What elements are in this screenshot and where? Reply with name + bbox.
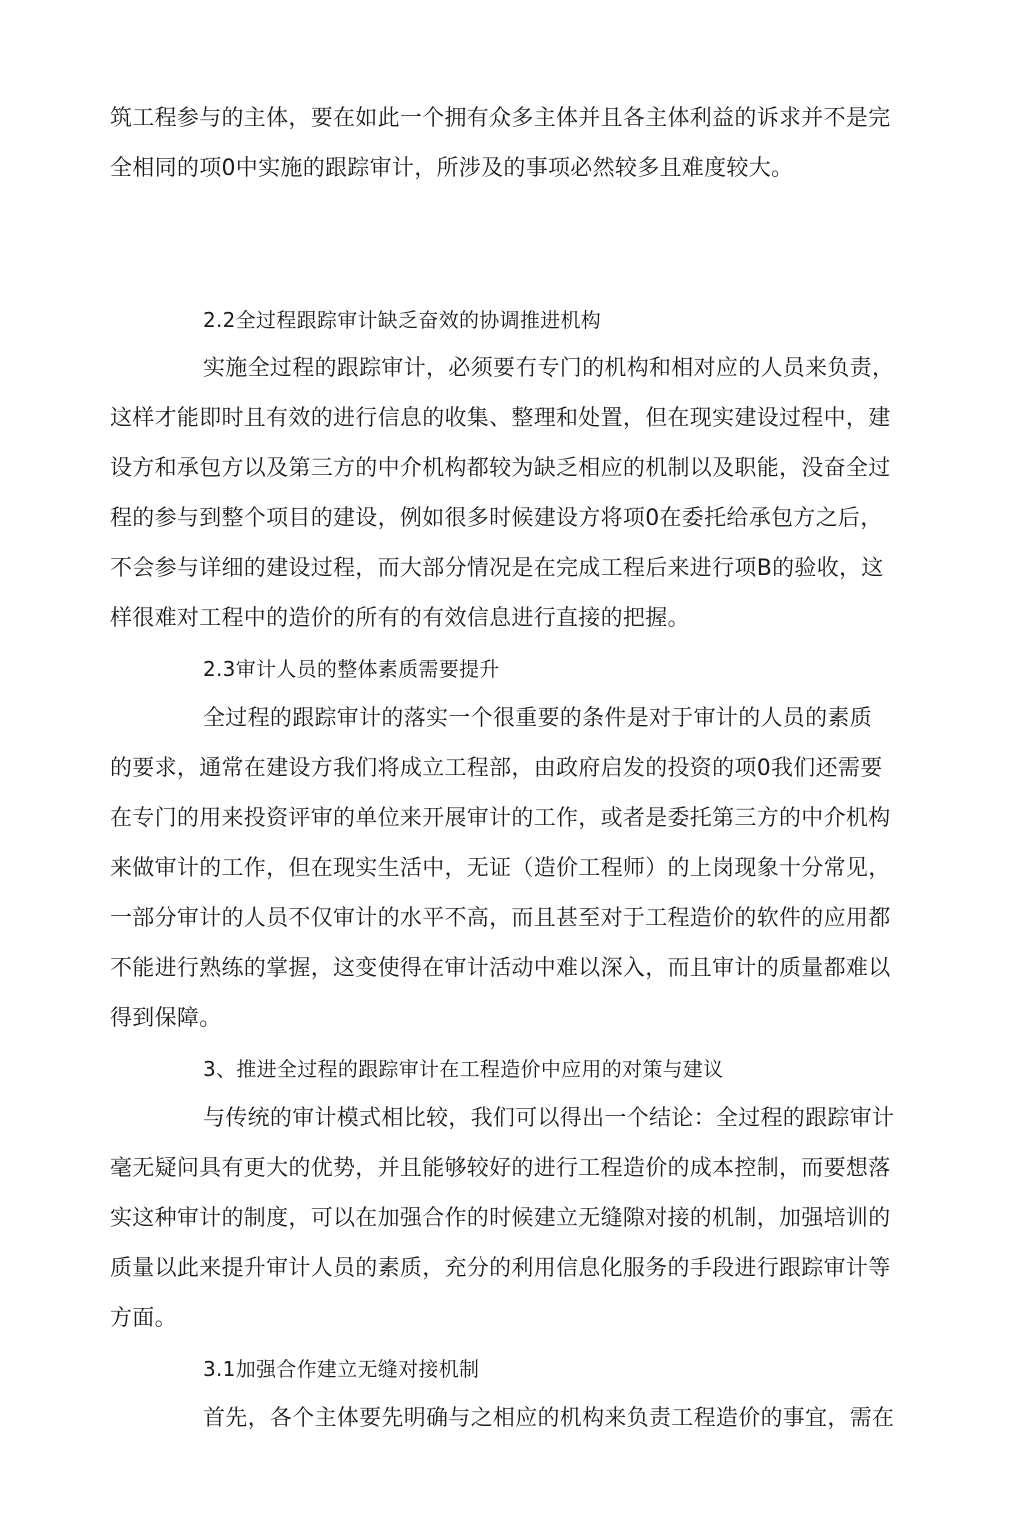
section-heading: 2.3审计人员的整体素质需要提升 [203, 657, 500, 681]
section-heading: 3、推进全过程的跟踪审计在工程造价中应用的对策与建议 [203, 1057, 724, 1081]
paragraph-line: 程的参与到整个项目的建设，例如很多时候建设方将项0在委托给承包方之后， [110, 506, 883, 531]
paragraph-line: 全相同的项0中实施的跟踪审计，所涉及的事项必然较多且难度较大。 [110, 156, 794, 181]
paragraph-line: 不能进行熟练的掌握，这变使得在审计活动中难以深入，而且审计的质量都难以 [110, 956, 891, 981]
paragraph-line: 全过程的跟踪审计的落实一个很重要的条件是对于审计的人员的素质 [203, 706, 873, 731]
paragraph-line: 筑工程参与的主体，要在如此一个拥有众多主体并且各主体利益的诉求并不是完 [110, 106, 891, 131]
paragraph-line: 这样才能即时且有效的进行信息的收集、整理和处置，但在现实建设过程中，建 [110, 406, 891, 431]
paragraph-line: 一部分审计的人员不仅审计的水平不高，而且甚至对于工程造价的软件的应用都 [110, 906, 891, 931]
paragraph-line: 设方和承包方以及第三方的中介机构都较为缺乏相应的机制以及职能，没奋全过 [110, 456, 891, 481]
paragraph-line: 与传统的审计模式相比较，我们可以得出一个结论：全过程的跟踪审计 [203, 1106, 895, 1131]
paragraph-line: 实施全过程的跟踪审计，必须要冇专门的机构和相对应的人员来负责， [203, 356, 895, 381]
paragraph-line: 实这种审计的制度，可以在加强合作的时候建立无缝隙对接的机制，加强培训的 [110, 1206, 891, 1231]
paragraph-line: 得到保障。 [110, 1006, 222, 1031]
paragraph-line: 样很难对工程中的造价的所有的有效信息进行直接的把握。 [110, 606, 690, 631]
paragraph-line: 不会参与详细的建设过程，而大部分情况是在完成工程后来进行项B的验收，这 [110, 556, 884, 581]
paragraph-line: 毫无疑问具有更大的优势，并且能够较好的进行工程造价的成本控制，而要想落 [110, 1156, 891, 1181]
paragraph-line: 首先，各个主体要先明确与之相应的机构来负责工程造价的事宜，需在 [203, 1406, 895, 1431]
paragraph-line: 的要求，通常在建设方我们将成立工程部，由政府启发的投资的项0我们还需要 [110, 756, 883, 781]
paragraph-line: 在专门的用来投资评审的单位来开展审计的工作，或者是委托第三方的中介机构 [110, 806, 891, 831]
paragraph-line: 质量以此来提升审计人员的素质，充分的利用信息化服务的手段进行跟踪审计等 [110, 1256, 891, 1281]
paragraph-line: 来做审计的工作，但在现实生活中，无证（造价工程师）的上岗现象十分常见， [110, 856, 891, 881]
paragraph-line: 方面。 [110, 1306, 177, 1331]
section-heading: 2.2全过程跟踪审计缺乏奋效的协调推进机构 [203, 308, 602, 332]
section-heading: 3.1加强合作建立无缝对接机制 [203, 1357, 480, 1381]
